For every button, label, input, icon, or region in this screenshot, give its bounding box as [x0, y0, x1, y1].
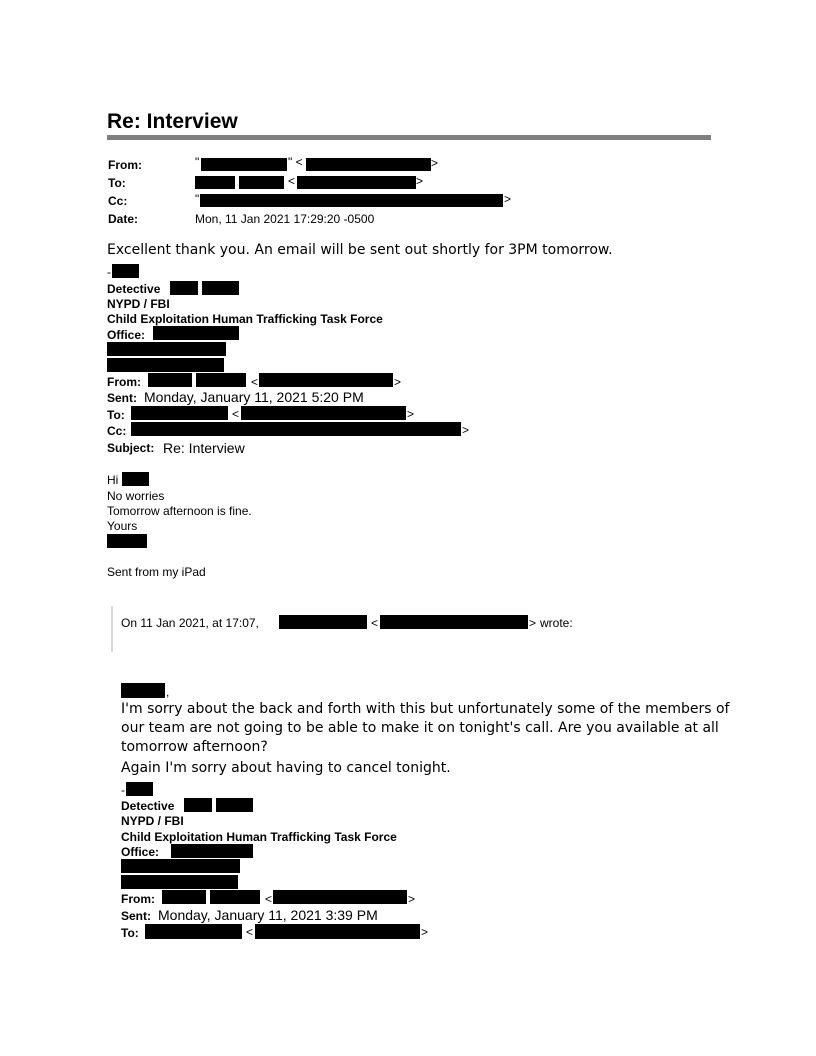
redaction [121, 683, 165, 698]
redaction [107, 342, 226, 356]
quoted-to-label: To: [107, 408, 125, 422]
redaction [121, 859, 240, 873]
quoted-paragraph: our team are not going to be able to make it on tonight's call. Are you available at all [121, 720, 719, 736]
quoted-subject-label: Subject: [107, 441, 155, 455]
redaction [170, 281, 198, 295]
quoted-subject-value: Re: Interview [163, 440, 245, 456]
quoted-paragraph: I'm sorry about the back and forth with this but unfortunately some of the members of [121, 701, 730, 717]
quoted-cc-label: Cc: [107, 424, 127, 438]
redaction [107, 534, 147, 548]
redaction [210, 890, 260, 904]
quote-bar [111, 606, 113, 652]
quoted-paragraph: tomorrow afternoon? [121, 739, 268, 755]
bracket: < [246, 925, 254, 939]
redaction [121, 875, 238, 889]
quoted-sent-label: Sent: [121, 909, 151, 923]
redaction [126, 782, 153, 796]
redaction [196, 373, 246, 387]
redaction [239, 176, 284, 189]
signature-office-label: Office: [107, 328, 146, 342]
from-quote-open: " [195, 155, 200, 169]
bracket: < [232, 407, 240, 421]
quoted-line: No worries [107, 489, 165, 503]
from-label: From: [108, 158, 142, 172]
quoted-sent-label: Sent: [107, 391, 137, 405]
dash: - [107, 265, 111, 279]
comma: , [166, 685, 170, 699]
redaction [279, 615, 367, 629]
redaction [195, 176, 235, 189]
bracket: > [431, 156, 439, 170]
signature-agency: NYPD / FBI [121, 814, 184, 828]
from-quote-close: " < [288, 155, 303, 169]
bracket: > [421, 925, 429, 939]
redaction [162, 890, 206, 904]
bracket: > [416, 174, 424, 188]
redaction [148, 373, 192, 387]
quoted-sent-value: Monday, January 11, 2021 5:20 PM [144, 389, 364, 405]
redaction [380, 615, 528, 629]
quoted-paragraph: Again I'm sorry about having to cancel tonight. [121, 760, 451, 776]
quoted-from-label: From: [121, 892, 155, 906]
redaction [202, 281, 239, 295]
redaction [153, 326, 239, 340]
date-value: Mon, 11 Jan 2021 17:29:20 -0500 [195, 212, 375, 226]
signature-unit: Child Exploitation Human Trafficking Task Force [107, 312, 383, 326]
signature-unit: Child Exploitation Human Trafficking Task Force [121, 830, 397, 844]
to-label: To: [108, 176, 126, 190]
quoted-line: Yours [107, 519, 138, 533]
email-subject-title: Re: Interview [107, 110, 238, 133]
bracket: > [504, 192, 512, 206]
signature-agency: NYPD / FBI [107, 297, 170, 311]
redaction [107, 358, 224, 372]
redaction [122, 472, 149, 486]
redaction [306, 158, 431, 171]
quoted-line: Hi [107, 473, 119, 487]
bracket: < [251, 375, 259, 389]
redaction [273, 890, 407, 904]
redaction [297, 176, 416, 189]
redaction [131, 422, 461, 436]
bracket: < [288, 174, 296, 188]
bracket: > [529, 616, 537, 630]
redaction [255, 924, 420, 939]
bracket: < [371, 616, 379, 630]
cc-label: Cc: [108, 194, 128, 208]
bracket: > [408, 892, 416, 906]
redaction [201, 158, 287, 171]
redaction [216, 798, 253, 812]
bracket: > [394, 375, 402, 389]
redaction [200, 194, 503, 207]
redaction [131, 406, 228, 420]
redaction [184, 798, 212, 812]
quoted-line: Tomorrow afternoon is fine. [107, 504, 252, 518]
signature-title: Detective [121, 799, 175, 813]
redaction [241, 406, 406, 420]
redaction [112, 264, 139, 278]
cc-quote: " [195, 192, 200, 206]
bracket: > [462, 423, 470, 437]
quoted-to-label: To: [121, 926, 139, 940]
signature-title: Detective [107, 282, 161, 296]
quoted-from-label: From: [107, 375, 141, 389]
attribution-suffix: wrote: [540, 616, 573, 630]
bracket: > [407, 407, 415, 421]
redaction [171, 844, 253, 858]
attribution-prefix: On 11 Jan 2021, at 17:07, [121, 616, 259, 630]
redaction [145, 924, 242, 939]
bracket: < [265, 892, 273, 906]
quoted-sent-value: Monday, January 11, 2021 3:39 PM [158, 907, 378, 923]
dash: - [121, 783, 125, 797]
reply-text: Excellent thank you. An email will be sent out shortly for 3PM tomorrow. [107, 242, 613, 258]
date-label: Date: [108, 212, 139, 226]
sent-from-ipad: Sent from my iPad [107, 565, 206, 579]
signature-office-label: Office: [121, 845, 160, 859]
redaction [259, 373, 393, 387]
title-divider [107, 135, 711, 140]
